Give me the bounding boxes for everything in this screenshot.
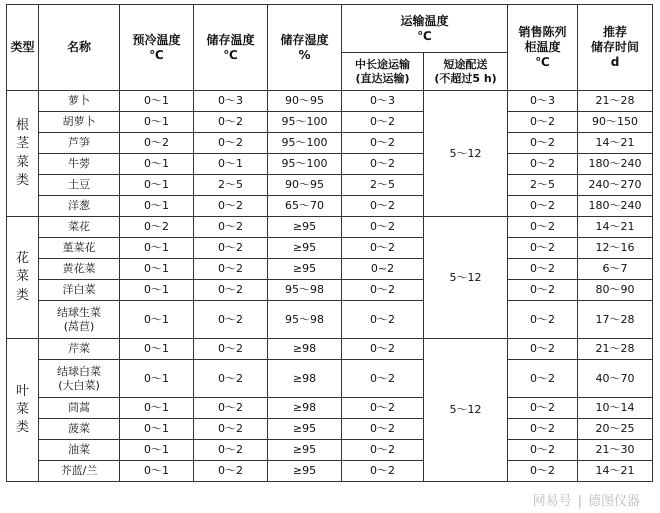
retail-cell: 0～2 [508,133,578,154]
humidity-cell: 95～98 [268,280,342,301]
long-cell: 0～2 [342,360,424,398]
precool-cell: 0～1 [120,154,194,175]
rec-cell: 90～150 [578,112,653,133]
retail-cell: 0～2 [508,360,578,398]
storage-cell: 0～2 [194,301,268,339]
table-row [7,339,653,360]
precool-cell: 0～1 [120,238,194,259]
header-humidity: 储存湿度 % [268,5,342,91]
rec-cell: 12～16 [578,238,653,259]
humidity-cell: ≥98 [268,360,342,398]
storage-cell: 0～2 [194,238,268,259]
long-cell: 2～5 [342,175,424,196]
retail-cell: 0～2 [508,301,578,339]
name-cell [39,398,120,419]
rec-cell: 21～28 [578,339,653,360]
name-cell [39,440,120,461]
humidity-cell: ≥95 [268,419,342,440]
category-cell [7,91,39,217]
category-char: 菜 [15,154,29,170]
rec-cell: 80～90 [578,280,653,301]
storage-cell: 0～2 [194,419,268,440]
name-cell [39,196,120,217]
vegetable-cold-chain-table [6,4,653,482]
humidity-cell: ≥95 [268,440,342,461]
header-storage: 储存温度 ℃ [194,5,268,91]
table-row [7,259,653,280]
name-line: 洋葱 [68,199,90,213]
name-cell [39,217,120,238]
retail-cell: 0～2 [508,259,578,280]
precool-cell: 0～2 [120,217,194,238]
storage-cell: 0～2 [194,196,268,217]
storage-cell: 0～2 [194,398,268,419]
long-cell: 0～2 [342,112,424,133]
retail-cell: 0～2 [508,398,578,419]
table-row [7,154,653,175]
name-cell [39,112,120,133]
long-cell: 0～2 [342,280,424,301]
header-name: 名称 [39,5,120,91]
long-cell: 0～2 [342,301,424,339]
category-char: 花 [15,251,29,267]
precool-cell: 0～1 [120,339,194,360]
name-line: 洋白菜 [62,283,96,297]
table-row [7,440,653,461]
precool-cell: 0～2 [120,133,194,154]
storage-cell: 0～2 [194,339,268,360]
rec-cell: 20～25 [578,419,653,440]
name-line: 芦笋 [68,136,90,150]
retail-cell: 0～2 [508,461,578,482]
retail-cell: 0～2 [508,280,578,301]
table-row [7,217,653,238]
table-row [7,91,653,112]
category-char: 类 [15,420,29,436]
precool-cell: 0～1 [120,301,194,339]
rec-cell: 40～70 [578,360,653,398]
table-header [7,5,653,91]
name-cell [39,175,120,196]
storage-cell: 0～2 [194,440,268,461]
rec-cell: 14～21 [578,217,653,238]
storage-cell: 0～2 [194,259,268,280]
precool-cell: 0～1 [120,91,194,112]
rec-cell: 6～7 [578,259,653,280]
category-cell [7,339,39,482]
storage-cell: 2～5 [194,175,268,196]
name-line: (大白菜) [58,378,100,392]
long-cell: 0～3 [342,91,424,112]
category-char: 茎 [15,136,29,152]
table-row [7,280,653,301]
name-cell [39,461,120,482]
precool-cell: 0～1 [120,196,194,217]
long-cell: 0～2 [342,133,424,154]
table-row [7,360,653,398]
retail-cell: 0～2 [508,154,578,175]
rec-cell: 180～240 [578,154,653,175]
name-line: 黄花菜 [62,262,96,276]
rec-cell: 17～28 [578,301,653,339]
category-cell [7,217,39,339]
short-delivery-cell: 5～12 [424,91,508,217]
watermark-right: 德图仪器 [587,494,640,509]
table-row [7,238,653,259]
storage-cell: 0～2 [194,461,268,482]
humidity-cell: 65～70 [268,196,342,217]
name-line: 油菜 [68,443,90,457]
storage-cell: 0～2 [194,133,268,154]
humidity-cell: ≥98 [268,339,342,360]
precool-cell: 0～1 [120,440,194,461]
precool-cell: 0～1 [120,461,194,482]
name-line: 芥蓝/兰 [60,464,98,478]
name-cell [39,154,120,175]
name-line: 萝卜 [68,94,90,108]
table-body [7,91,653,482]
name-line: 堇菜花 [62,241,96,255]
humidity-cell: 95～100 [268,112,342,133]
name-cell [39,133,120,154]
name-line: (莴苣) [63,319,95,333]
name-line: 茼蒿 [68,401,90,415]
table-row [7,196,653,217]
table-row [7,133,653,154]
rec-cell: 180～240 [578,196,653,217]
category-char: 根 [15,118,29,134]
long-cell: 0～2 [342,154,424,175]
table-row [7,112,653,133]
header-short-delivery: 短途配送 (不超过5 h) [424,53,508,91]
name-line: 芹菜 [68,342,90,356]
category-char: 菜 [15,401,29,417]
humidity-cell: 90～95 [268,91,342,112]
name-line: 牛蒡 [68,157,90,171]
humidity-cell: ≥95 [268,217,342,238]
rec-cell: 21～30 [578,440,653,461]
retail-cell: 0～2 [508,217,578,238]
rec-cell: 10～14 [578,398,653,419]
rec-cell: 21～28 [578,91,653,112]
header-long-distance: 中长途运输 (直达运输) [342,53,424,91]
retail-cell: 0～2 [508,339,578,360]
name-cell [39,259,120,280]
storage-cell: 0～2 [194,360,268,398]
retail-cell: 0～2 [508,419,578,440]
name-cell [39,360,120,398]
header-precool: 预冷温度 ℃ [120,5,194,91]
name-cell [39,91,120,112]
humidity-cell: 95～100 [268,154,342,175]
name-line: 胡萝卜 [62,115,96,129]
rec-cell: 14～21 [578,133,653,154]
storage-cell: 0～1 [194,154,268,175]
long-cell: 0～2 [342,440,424,461]
watermark-left: 网易号 [532,494,572,509]
precool-cell: 0～1 [120,398,194,419]
header-retail: 销售陈列 柜温度 ℃ [508,5,578,91]
name-cell [39,238,120,259]
humidity-cell: ≥98 [268,398,342,419]
retail-cell: 0～2 [508,112,578,133]
table-row [7,461,653,482]
category-char: 叶 [15,383,29,399]
short-delivery-cell: 5～12 [424,339,508,482]
name-line: 结球生菜 [57,305,101,319]
header-transport: 运输温度 ℃ [342,5,508,53]
humidity-cell: ≥95 [268,461,342,482]
retail-cell: 0～2 [508,238,578,259]
precool-cell: 0～1 [120,112,194,133]
name-line: 菜花 [68,220,90,234]
humidity-cell: ≥95 [268,238,342,259]
category-char: 类 [15,287,29,303]
retail-cell: 0～2 [508,196,578,217]
long-cell: 0～2 [342,339,424,360]
humidity-cell: ≥95 [268,259,342,280]
retail-cell: 2～5 [508,175,578,196]
storage-cell: 0～3 [194,91,268,112]
humidity-cell: 95～98 [268,301,342,339]
long-cell: 0～2 [342,461,424,482]
long-cell: 0～2 [342,196,424,217]
name-line: 菠菜 [68,422,90,436]
short-delivery-cell: 5～12 [424,217,508,339]
precool-cell: 0～1 [120,259,194,280]
long-cell: 0～2 [342,398,424,419]
table-row [7,301,653,339]
category-char: 菜 [15,269,29,285]
humidity-cell: 90～95 [268,175,342,196]
rec-cell: 14～21 [578,461,653,482]
table-row [7,175,653,196]
name-cell [39,339,120,360]
watermark: 网易号 | 德图仪器 [531,490,642,509]
precool-cell: 0～1 [120,419,194,440]
category-char: 类 [15,172,29,188]
table-row [7,419,653,440]
long-cell: 0~2 [342,259,424,280]
name-cell [39,301,120,339]
storage-cell: 0～2 [194,280,268,301]
long-cell: 0～2 [342,419,424,440]
retail-cell: 0～2 [508,440,578,461]
precool-cell: 0～1 [120,175,194,196]
name-line: 土豆 [68,178,90,192]
storage-cell: 0～2 [194,112,268,133]
name-cell [39,280,120,301]
name-cell [39,419,120,440]
retail-cell: 0～3 [508,91,578,112]
name-line: 结球白菜 [57,364,101,378]
precool-cell: 0～1 [120,280,194,301]
storage-cell: 0～2 [194,217,268,238]
header-recommended: 推荐 储存时间 d [578,5,653,91]
table-row [7,398,653,419]
header-type: 类型 [7,5,39,91]
precool-cell: 0～1 [120,360,194,398]
rec-cell: 240～270 [578,175,653,196]
humidity-cell: 95～100 [268,133,342,154]
long-cell: 0～2 [342,238,424,259]
long-cell: 0～2 [342,217,424,238]
